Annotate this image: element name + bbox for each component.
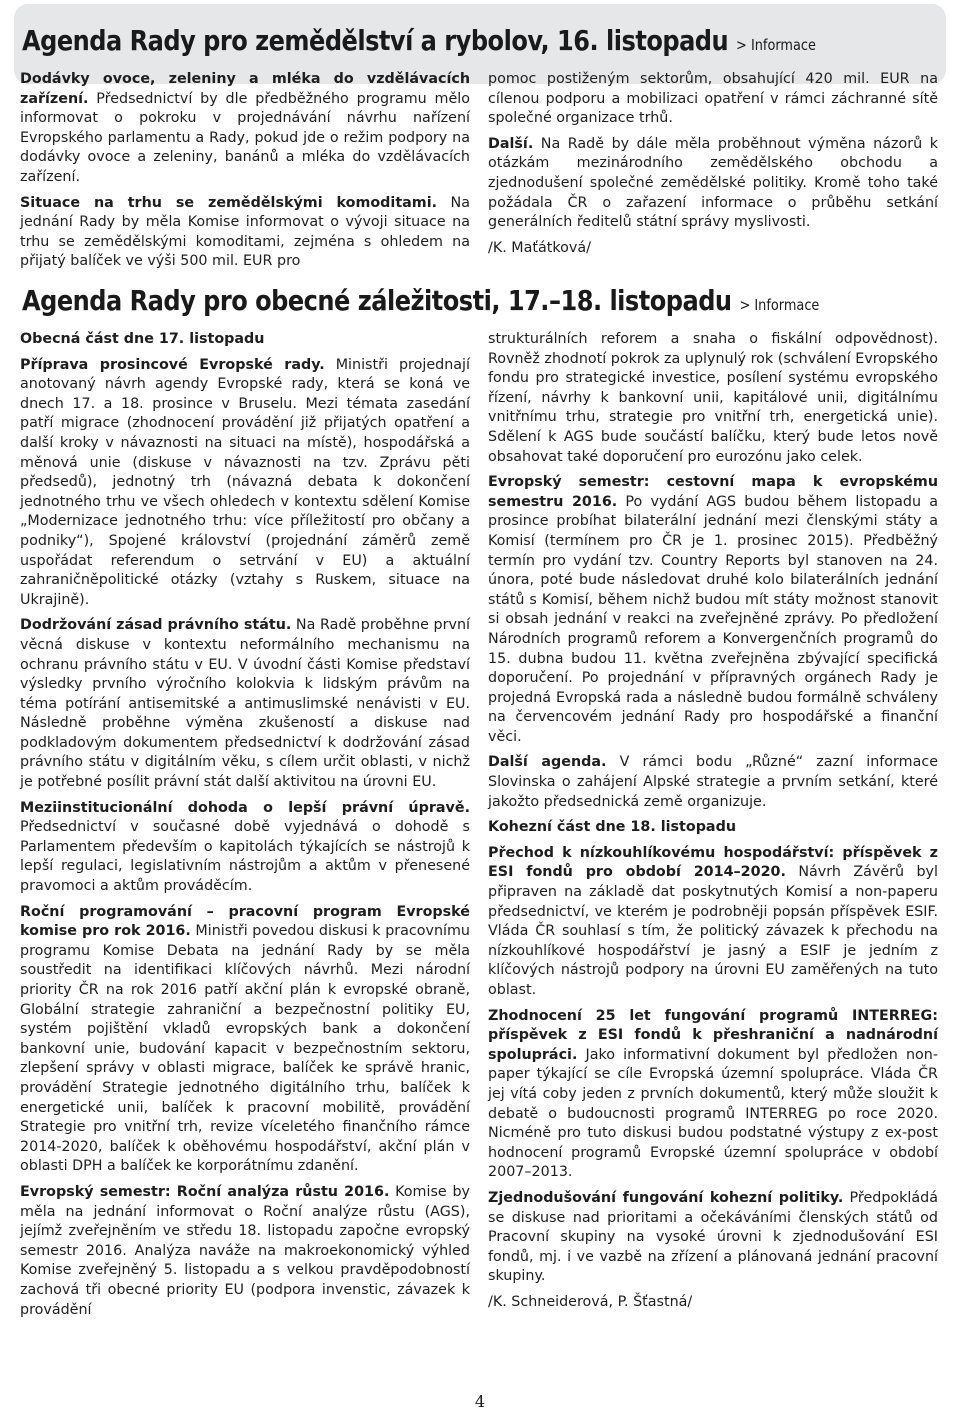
section-title-agriculture: [22, 24, 816, 57]
article-paragraph: [488, 844, 938, 1001]
article-paragraph: [20, 616, 470, 792]
article-paragraph: [488, 1007, 938, 1183]
paragraph-lead: Roční programování – pracovní program Evropské komise pro rok 2016.: [20, 903, 470, 940]
paragraph-text: V rámci bodu „Různé“ zazní informace Slovinska o zahájení Alpské strategie a prvním setkání, které jakožto předsednická země organizuje.: [488, 754, 939, 810]
article-paragraph: [20, 70, 470, 188]
section-title-text: Agenda Rady pro zemědělství a rybolov, 16. listopadu: [22, 24, 729, 57]
paragraph-lead: Meziinstitucionální dohoda o lepší právní úpravě.: [20, 799, 470, 816]
article-paragraph: [20, 356, 470, 611]
paragraph-text: strukturálních reforem a snaha o fiskální odpovědnost). Rovněž zhodnotí pokrok za uplynulý rok (schválení Evropského fondu pro strategické investice, posílení systému evropského řízení, návrhy k bankovní unii, kapitálové unii, digitálnímu vnitřnímu trhu, strategie pro vnitřní trh, energetická unie). Sdělení k AGS bude součástí balíčku, který bude letos nově obsahovat také doporučení pro eurozónu jako celek.: [488, 331, 938, 465]
paragraph-text: pomoc postiženým sektorům, obsahující 420 mil. EUR na cílenou podporu a mobilizaci opatření v rámci záchranné sítě společné organizace trhů.: [488, 71, 938, 127]
paragraph-text: Předpokládá se diskuse nad prioritami a očekáváními členských států od Pracovní skupiny na vysoké úrovni k zjednodušování ESI fondů, mj. i ve vazbě na zřízení a plánovaná jednání pracovní skupiny.: [488, 1189, 939, 1285]
article-paragraph: [488, 1189, 938, 1287]
paragraph-lead: Dodržování zásad právního státu.: [20, 617, 292, 634]
paragraph-text: Jako informativní dokument byl předložen non-paper týkající se cíle Evropská územní spolupráce. Vláda ČR jej vítá coby jeden z prvních dokumentů, který může sloužit k debatě o budoucnosti programů INTERREG po roce 2020. Nicméně pro tuto diskusi budou podstatné výstupy z ex-post hodnocení programů Evropské územní spolupráce v období 2007–2013.: [488, 1046, 938, 1181]
paragraph-text: Ministři povedou diskusi k pracovnímu programu Komise Debata na jednání Rady by se měla soustředit na identifikaci klíčových návrhů. Mezi národní priority ČR na rok 2016 patří akční plán k evropské obraně, Globální strategie zahraniční a bezpečnostní politiky EU, systém pojištění vkladů evropských bank a dokončení bankovní unie, budování kapacit v bezpečnostním sektoru, zlepšení správy v oblasti migrace, balíček ke správě hranic, provádění Strategie jednotného digitálního trhu, balíček k energetické unii, balíček k pracovní mobilitě, provádění Strategie pro vnitřní trh, revize víceletého finančního rámce 2014-2020, balíček k oběhovému hospodářství, akční plán v oblasti DPH a balíček ke korporátnímu zdanění.: [20, 923, 470, 1175]
section-breadcrumb: > Informace: [739, 296, 820, 314]
paragraph-text: Návrh Závěrů byl připraven na základě dat poskytnutých Komisí a non-paperu předsednictví, ve kterém je podrobněji popsán příspěvek ESIF. Vláda ČR souhlasí s tím, že politický závazek k přechodu na nízkouhlíkové hospodářství je jasný a ESIF je jedním z klíčových nástrojů podpory na úrovni EU zaměřených na tuto oblast.: [488, 864, 938, 998]
paragraph-lead: Další.: [488, 135, 534, 152]
article-paragraph: [20, 799, 470, 897]
subsection-heading: Kohezní část dne 18. listopadu: [488, 819, 736, 836]
author-signature: /K. Schneiderová, P. Šťastná/: [488, 1293, 693, 1310]
paragraph-text: Po vydání AGS budou během listopadu a prosince probíhat bilaterální jednání mezi členskými státy a Komisí (termínem pro ČR je 1. prosinec 2015). Předběžný termín pro vydání tzv. Country Reports byl stanoven na 24. února, poté bude následovat druhé kolo bilaterálních jednání států s Komisí, během nichž budou mít státy možnost stanovit si obsah jednání v reakci na zveřejněné zprávy. Po předložení Národních programů reforem a Konvergenčních programů do 15. dubna budou 11. května zveřejněna zbývající specifická doporučení. Po projednání v přípravných orgánech Rady je projedná Evropská rada a následně budou formálně schváleny na červencovém jednání Rady pro hospodářské a finanční věci.: [488, 493, 938, 745]
article-paragraph: [488, 135, 938, 233]
article-paragraph: [20, 194, 470, 272]
column-right: [488, 70, 938, 278]
paragraph-text: Ministři projednají anotovaný návrh agendy Evropské rady, která se koná ve dnech 17. a 18. prosince v Bruselu. Mezi témata zasedání patří migrace (zhodnocení provádění již přijatých opatření a další kroky v návaznosti na situaci na místě), hospodářská a měnová unie (diskuse v návaznosti na tzv. Zprávu pěti předsedů), jednotný trh (návazná debata k dokončení jednotného trhu ve všech ohledech v kontextu sdělení Komise „Modernizace jednotného trhu: více příležitostí pro občany a podniky“), Spojené království (projednání záměrů země uspořádat referendum o setrvání v EU) a aktuální zahraničněpolitické otázky (vztahy s Ruskem, situace na Ukrajině).: [20, 356, 470, 608]
paragraph-lead: Situace na trhu se zemědělskými komoditami.: [20, 194, 438, 211]
column-right: [488, 330, 938, 1326]
paragraph-lead: Evropský semestr: Roční analýza růstu 2016.: [20, 1183, 390, 1200]
article-paragraph: [488, 473, 938, 747]
paragraph-lead: Přechod k nízkouhlíkovému hospodářství: příspěvek z ESI fondů pro období 2014–2020.: [488, 844, 938, 881]
column-left: [20, 70, 470, 278]
article-paragraph: [488, 70, 938, 129]
paragraph-text: Komise by měla na jednání informovat o Roční analýze růstu (AGS), jejímž zveřejněním ve středu 18. listopadu započne evropský semestr 2016. Analýza naváže na makroekonomický výhled Komise zveřejněný 5. listopadu a s velkou pravděpodobností zachová tři obecné priority EU (podpora invenstic, závazek k provádění: [20, 1183, 470, 1318]
paragraph-text: Předsednictví v současné době vyjednává o dohodě s Parlamentem především o kapitolách týkajících se nástrojů k lepší regulaci, legislativním nástrojům a aktům v přenesené pravomoci a aktům prováděcím.: [20, 819, 470, 895]
author-signature: /K. Maťátková/: [488, 239, 591, 256]
paragraph-lead: Evropský semestr: cestovní mapa k evropskému semestru 2016.: [488, 474, 938, 510]
subsection-heading: Obecná část dne 17. listopadu: [20, 331, 265, 347]
article-paragraph: [488, 753, 938, 812]
paragraph-text: Předsednictví by dle předběžného programu mělo informovat o pokroku v projednávání návrhu nařízení Evropského parlamentu a Rady, pokud jde o režim podpory na dodávky ovoce a zeleniny, banánů a mléka do vzdělávacích zařízení.: [20, 90, 470, 185]
column-left: [20, 330, 470, 1326]
article-paragraph: [20, 1183, 470, 1320]
article-paragraph: [20, 903, 470, 1177]
section-agriculture-body: [20, 70, 938, 278]
page-number: 4: [474, 1392, 486, 1411]
paragraph-text: Na jednání Rady by měla Komise informovat o vývoji situace na trhu se zemědělskými komoditami, zejména s ohledem na přijatý balíček ve výši 500 mil. EUR pro: [20, 194, 470, 270]
article-paragraph: [488, 330, 938, 467]
paragraph-text: Na Radě proběhne první věcná diskuse v kontextu neformálního mechanismu na ochranu právního státu v EU. V úvodní části Komise představí výsledky prvního výročního kolokvia k lidským právům na téma potírání antisemitské a antimuslimské nenávisti v EU. Následně proběhne výměna zkušeností a diskuse nad podkladovým dokumentem předsednictví k dodržování zásad právního státu v digitálním věku, s cílem určit oblasti, v nichž je potřebné posílit právní stát další aktivitou na úrovni EU.: [20, 617, 470, 791]
section-breadcrumb: > Informace: [736, 36, 816, 54]
section-title-text: Agenda Rady pro obecné záležitosti, 17.–18. listopadu: [22, 284, 732, 317]
paragraph-lead: Další agenda.: [488, 754, 607, 771]
paragraph-lead: Dodávky ovoce, zeleniny a mléka do vzdělávacích zařízení.: [20, 71, 470, 107]
paragraph-lead: Zjednodušování fungování kohezní politiky.: [488, 1189, 844, 1206]
section-title-general-affairs: [22, 284, 819, 317]
paragraph-lead: Příprava prosincové Evropské rady.: [20, 356, 325, 373]
section-general-affairs-body: [20, 330, 938, 1326]
paragraph-lead: Zhodnocení 25 let fungování programů INTERREG: příspěvek z ESI fondů k přeshraniční a nadnárodní spolupráci.: [488, 1007, 938, 1063]
paragraph-text: Na Radě by dále měla proběhnout výměna názorů k otázkám mezinárodního zemědělského obchodu a zjednodušení společné zemědělské politiky. Kromě toho také požádala ČR o zařazení informace o průběhu setkání generálních ředitelů státní správy myslivosti.: [488, 135, 938, 231]
